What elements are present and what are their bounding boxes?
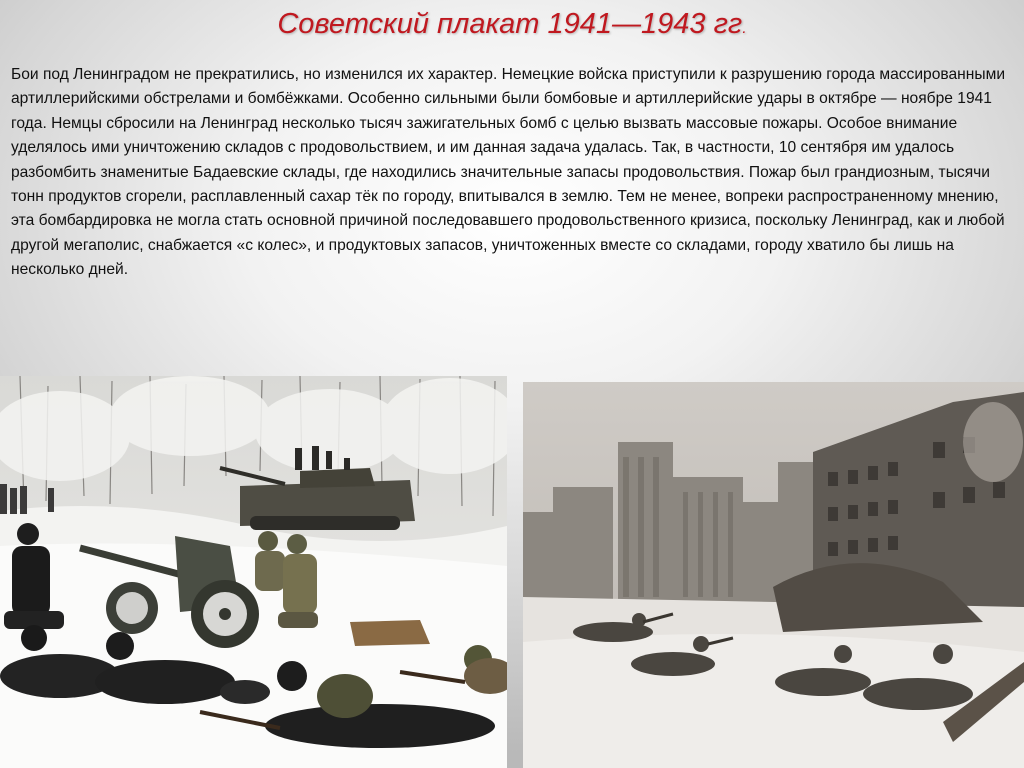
title-dot: . <box>742 20 747 37</box>
slide-title <box>0 8 1024 41</box>
photo-winter-artillery <box>0 376 507 768</box>
title-text: Советский плакат 1941—1943 гг <box>277 8 743 40</box>
photo-city-ruins-soldiers <box>523 382 1024 768</box>
body-paragraph: Бои под Ленинградом не прекратились, но изменился их характер. Немецкие войска приступили к разрушению города массированными артиллерийскими обстрелами и бомбёжками. Особенно сильными были бомбовые и артиллерийские удары в октябре — ноябре 1941 года. Немцы сбросили на Ленинград несколько тысяч зажигательных бомб с целью вызвать массовые пожары. Особое внимание уделялось ими уничтожению складов с продовольствием, и им данная задача удалась. Так, в частности, 10 сентября им удалось разбомбить знаменитые Бадаевские склады, где находились значительные запасы продовольствия. Пожар был грандиозным, тысячи тонн продуктов сгорели, расплавленный сахар тёк по городу, впитывался в землю. Тем не менее, вопреки распространенному мнению, эта бомбардировка не могла стать основной причиной последовавшего продовольственного кризиса, поскольку Ленинград, как и любой другой мегаполис, снабжается «с колес», и продуктовых запасов, уничтоженных вместе со складами, городу хватило бы лишь на несколько дней. <box>11 66 1006 279</box>
